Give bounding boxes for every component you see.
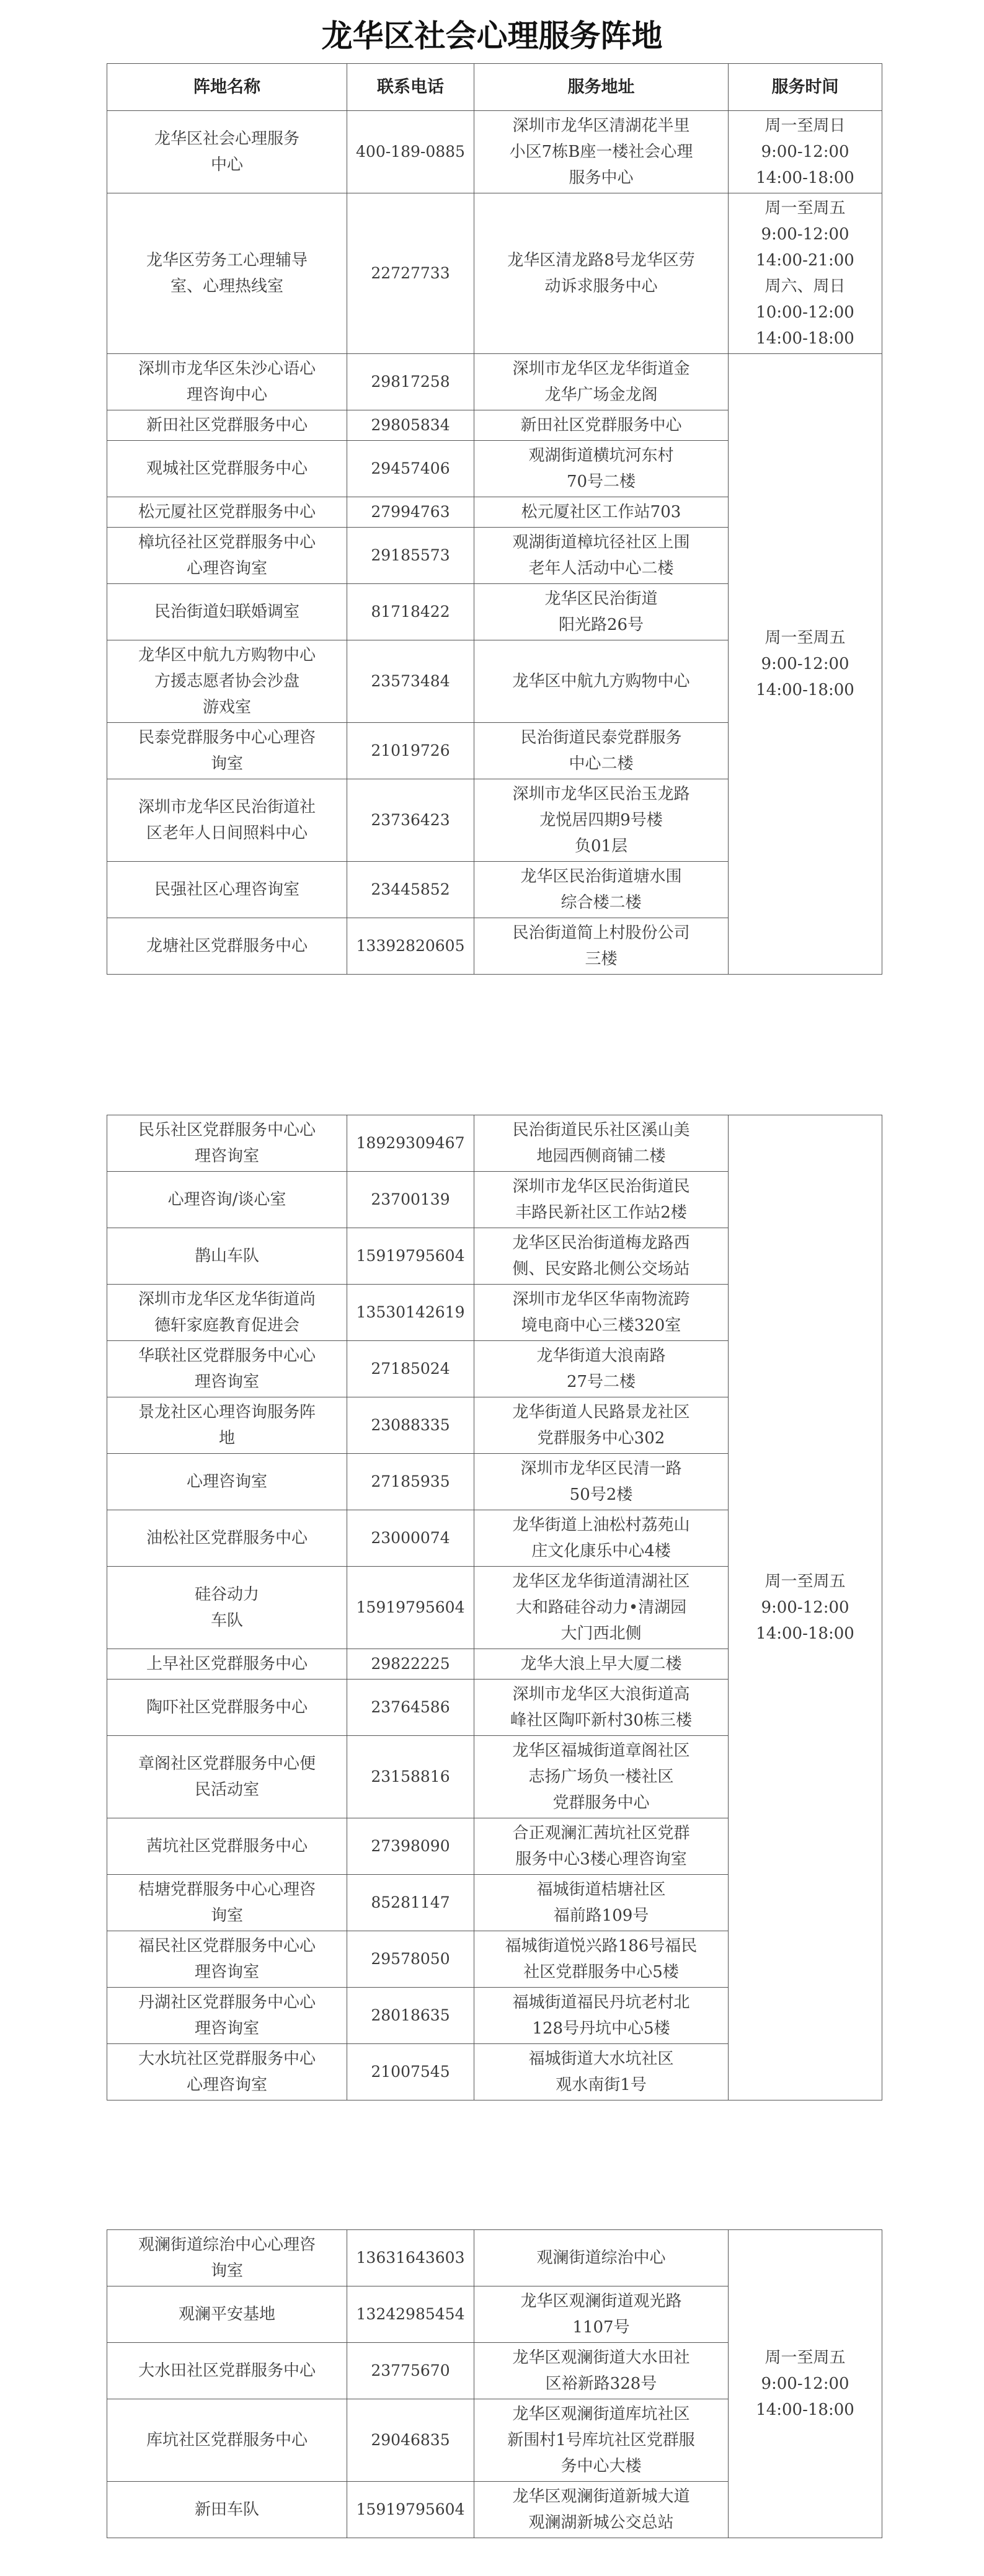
phone-number: 29185573 — [347, 528, 474, 584]
service-address: 观澜街道综治中心 — [474, 2230, 729, 2286]
table-row — [107, 1115, 882, 1172]
site-name: 上早社区党群服务中心 — [107, 1649, 347, 1680]
service-address: 深圳市龙华区大浪街道高 峰社区陶吓新村30栋三楼 — [474, 1680, 729, 1736]
service-table-2 — [107, 1115, 882, 2100]
table-row — [107, 193, 882, 354]
phone-number: 13631643603 — [347, 2230, 474, 2286]
site-name: 景龙社区心理咨询服务阵 地 — [107, 1397, 347, 1454]
header-address: 服务地址 — [474, 64, 729, 111]
phone-number: 13530142619 — [347, 1285, 474, 1341]
phone-number: 29457406 — [347, 441, 474, 497]
service-address: 深圳市龙华区民治玉龙路 龙悦居四期9号楼 负01层 — [474, 779, 729, 862]
phone-number: 21019726 — [347, 723, 474, 779]
phone-number: 23700139 — [347, 1172, 474, 1228]
service-address: 龙华区龙华街道清湖社区 大和路硅谷动力•清湖园 大门西北侧 — [474, 1567, 729, 1649]
service-time: 周一至周五 9:00-12:00 14:00-18:00 — [729, 2230, 882, 2538]
service-time: 周一至周日 9:00-12:00 14:00-18:00 — [729, 111, 882, 193]
service-address: 龙华区观澜街道新城大道 观澜湖新城公交总站 — [474, 2482, 729, 2538]
phone-number: 29578050 — [347, 1931, 474, 1988]
phone-number: 29817258 — [347, 354, 474, 410]
service-address: 观湖街道横坑河东村 70号二楼 — [474, 441, 729, 497]
site-name: 心理咨询室 — [107, 1454, 347, 1510]
table-row — [107, 2230, 882, 2286]
site-name: 油松社区党群服务中心 — [107, 1510, 347, 1567]
phone-number: 23445852 — [347, 862, 474, 918]
site-name: 松元厦社区党群服务中心 — [107, 497, 347, 528]
table-header-row — [107, 64, 882, 111]
service-address: 龙华街道大浪南路 27号二楼 — [474, 1341, 729, 1397]
phone-number: 23158816 — [347, 1736, 474, 1818]
service-address: 龙华区清龙路8号龙华区劳 动诉求服务中心 — [474, 193, 729, 354]
service-address: 龙华区观澜街道大水田社 区裕新路328号 — [474, 2343, 729, 2399]
service-address: 深圳市龙华区民清一路 50号2楼 — [474, 1454, 729, 1510]
phone-number: 27185935 — [347, 1454, 474, 1510]
table-row — [107, 111, 882, 193]
phone-number: 29046835 — [347, 2399, 474, 2482]
site-name: 民乐社区党群服务中心心 理咨询室 — [107, 1115, 347, 1172]
phone-number: 29822225 — [347, 1649, 474, 1680]
service-address: 龙华大浪上早大厦二楼 — [474, 1649, 729, 1680]
phone-number: 15919795604 — [347, 1228, 474, 1285]
service-address: 民治街道民乐社区溪山美 地园西侧商铺二楼 — [474, 1115, 729, 1172]
phone-number: 27398090 — [347, 1818, 474, 1875]
site-name: 大水坑社区党群服务中心 心理咨询室 — [107, 2044, 347, 2100]
service-address: 龙华区民治街道 阳光路26号 — [474, 584, 729, 640]
site-name: 新田车队 — [107, 2482, 347, 2538]
site-name: 库坑社区党群服务中心 — [107, 2399, 347, 2482]
phone-number: 23573484 — [347, 640, 474, 723]
service-address: 合正观澜汇茜坑社区党群 服务中心3楼心理咨询室 — [474, 1818, 729, 1875]
site-name: 观城社区党群服务中心 — [107, 441, 347, 497]
phone-number: 18929309467 — [347, 1115, 474, 1172]
service-address: 龙华区民治街道塘水围 综合楼二楼 — [474, 862, 729, 918]
service-address: 福城街道悦兴路186号福民 社区党群服务中心5楼 — [474, 1931, 729, 1988]
service-table-1 — [107, 63, 882, 975]
service-address: 龙华区中航九方购物中心 — [474, 640, 729, 723]
site-name: 福民社区党群服务中心心 理咨询室 — [107, 1931, 347, 1988]
site-name: 观澜街道综治中心心理咨 询室 — [107, 2230, 347, 2286]
phone-number: 13242985454 — [347, 2286, 474, 2343]
service-address: 深圳市龙华区华南物流跨 境电商中心三楼320室 — [474, 1285, 729, 1341]
service-address: 民治街道民泰党群服务 中心二楼 — [474, 723, 729, 779]
service-address: 福城街道大水坑社区 观水南街1号 — [474, 2044, 729, 2100]
phone-number: 400-189-0885 — [347, 111, 474, 193]
site-name: 心理咨询/谈心室 — [107, 1172, 347, 1228]
site-name: 陶吓社区党群服务中心 — [107, 1680, 347, 1736]
page-title: 龙华区社会心理服务阵地 — [321, 18, 663, 54]
phone-number: 22727733 — [347, 193, 474, 354]
site-name: 茜坑社区党群服务中心 — [107, 1818, 347, 1875]
phone-number: 23775670 — [347, 2343, 474, 2399]
service-address: 龙华区福城街道章阁社区 志扬广场负一楼社区 党群服务中心 — [474, 1736, 729, 1818]
site-name: 华联社区党群服务中心心 理咨询室 — [107, 1341, 347, 1397]
phone-number: 85281147 — [347, 1875, 474, 1931]
site-name: 大水田社区党群服务中心 — [107, 2343, 347, 2399]
service-address: 新田社区党群服务中心 — [474, 410, 729, 441]
service-address: 深圳市龙华区清湖花半里 小区7栋B座一楼社会心理 服务中心 — [474, 111, 729, 193]
service-address: 松元厦社区工作站703 — [474, 497, 729, 528]
site-name: 深圳市龙华区民治街道社 区老年人日间照料中心 — [107, 779, 347, 862]
phone-number: 23000074 — [347, 1510, 474, 1567]
service-address: 龙华区观澜街道观光路 1107号 — [474, 2286, 729, 2343]
site-name: 民泰党群服务中心心理咨 询室 — [107, 723, 347, 779]
service-address: 龙华区观澜街道库坑社区 新围村1号库坑社区党群服 务中心大楼 — [474, 2399, 729, 2482]
header-time: 服务时间 — [729, 64, 882, 111]
service-time: 周一至周五 9:00-12:00 14:00-18:00 — [729, 1115, 882, 2100]
phone-number: 15919795604 — [347, 1567, 474, 1649]
site-name: 深圳市龙华区朱沙心语心 理咨询中心 — [107, 354, 347, 410]
phone-number: 15919795604 — [347, 2482, 474, 2538]
service-address: 龙华街道人民路景龙社区 党群服务中心302 — [474, 1397, 729, 1454]
service-address: 民治街道简上村股份公司 三楼 — [474, 918, 729, 975]
site-name: 龙华区劳务工心理辅导 室、心理热线室 — [107, 193, 347, 354]
phone-number: 29805834 — [347, 410, 474, 441]
site-name: 龙华区社会心理服务 中心 — [107, 111, 347, 193]
site-name: 观澜平安基地 — [107, 2286, 347, 2343]
service-address: 龙华区民治街道梅龙路西 侧、民安路北侧公交场站 — [474, 1228, 729, 1285]
service-time: 周一至周五 9:00-12:00 14:00-21:00 周六、周日 10:00-12:00 14:00-18:00 — [729, 193, 882, 354]
phone-number: 23736423 — [347, 779, 474, 862]
phone-number: 21007545 — [347, 2044, 474, 2100]
table-row — [107, 354, 882, 410]
site-name: 章阁社区党群服务中心便 民活动室 — [107, 1736, 347, 1818]
site-name: 丹湖社区党群服务中心心 理咨询室 — [107, 1988, 347, 2044]
service-address: 深圳市龙华区龙华街道金 龙华广场金龙阁 — [474, 354, 729, 410]
site-name: 樟坑径社区党群服务中心 心理咨询室 — [107, 528, 347, 584]
site-name: 新田社区党群服务中心 — [107, 410, 347, 441]
phone-number: 81718422 — [347, 584, 474, 640]
header-name: 阵地名称 — [107, 64, 347, 111]
phone-number: 28018635 — [347, 1988, 474, 2044]
phone-number: 27994763 — [347, 497, 474, 528]
site-name: 桔塘党群服务中心心理咨 询室 — [107, 1875, 347, 1931]
phone-number: 13392820605 — [347, 918, 474, 975]
service-address: 福城街道桔塘社区 福前路109号 — [474, 1875, 729, 1931]
site-name: 深圳市龙华区龙华街道尚 德轩家庭教育促进会 — [107, 1285, 347, 1341]
site-name: 硅谷动力 车队 — [107, 1567, 347, 1649]
phone-number: 23764586 — [347, 1680, 474, 1736]
phone-number: 23088335 — [347, 1397, 474, 1454]
header-phone: 联系电话 — [347, 64, 474, 111]
service-address: 福城街道福民丹坑老村北 128号丹坑中心5楼 — [474, 1988, 729, 2044]
site-name: 龙塘社区党群服务中心 — [107, 918, 347, 975]
site-name: 民强社区心理咨询室 — [107, 862, 347, 918]
site-name: 鹊山车队 — [107, 1228, 347, 1285]
service-address: 龙华街道上油松村荔苑山 庄文化康乐中心4楼 — [474, 1510, 729, 1567]
phone-number: 27185024 — [347, 1341, 474, 1397]
service-time: 周一至周五 9:00-12:00 14:00-18:00 — [729, 354, 882, 975]
site-name: 民治街道妇联婚调室 — [107, 584, 347, 640]
service-address: 观湖街道樟坑径社区上围 老年人活动中心二楼 — [474, 528, 729, 584]
service-table-3 — [107, 2229, 882, 2538]
site-name: 龙华区中航九方购物中心 方援志愿者协会沙盘 游戏室 — [107, 640, 347, 723]
service-address: 深圳市龙华区民治街道民 丰路民新社区工作站2楼 — [474, 1172, 729, 1228]
